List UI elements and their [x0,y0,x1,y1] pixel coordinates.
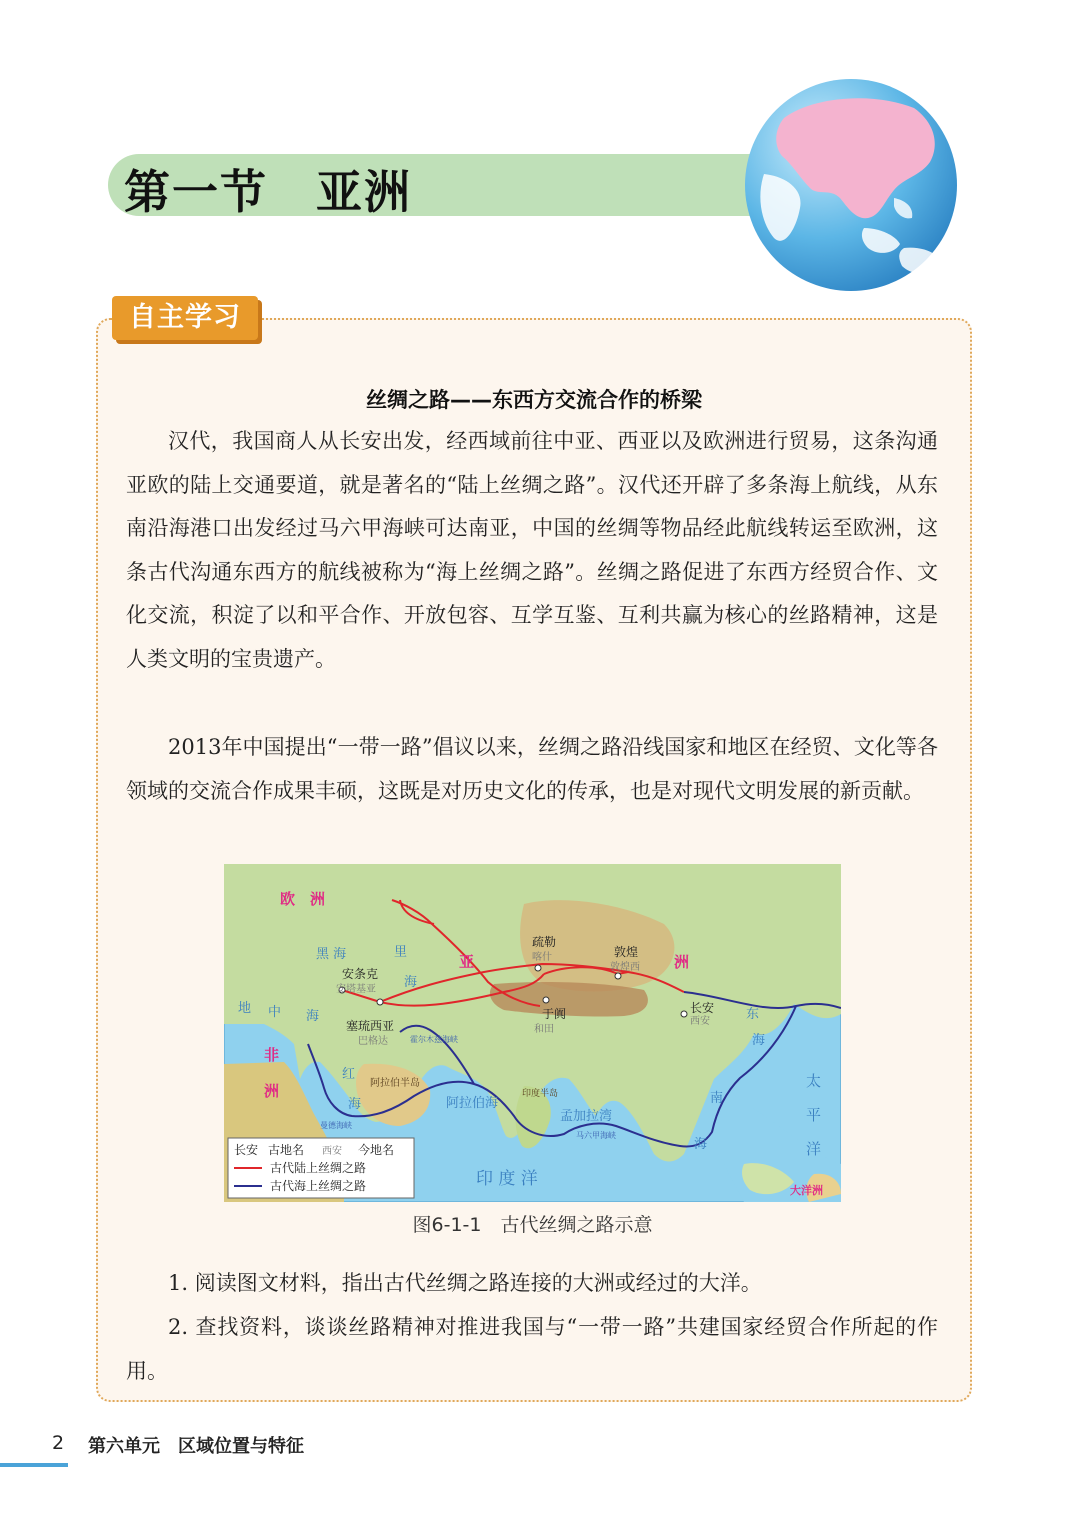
label-caspian-li: 里 [394,945,408,960]
label-pacific-tai: 太 [806,1072,822,1090]
label-pacific-yang: 洋 [806,1140,822,1158]
label-arabian-peninsula: 阿拉伯半岛 [370,1078,420,1089]
legend-land-route: 古代陆上丝绸之路 [270,1161,367,1175]
label-pacific-ping: 平 [806,1106,822,1124]
city-changan-now: 西安 [690,1016,710,1027]
label-indian-peninsula: 印度半岛 [522,1089,559,1099]
label-red-hai: 海 [348,1097,362,1112]
figure-caption: 图6-1-1 古代丝绸之路示意 [412,1214,653,1236]
city-shule-now: 喀什 [532,952,552,963]
city-changan: 长安 [690,1001,715,1015]
label-south-hai: 海 [694,1137,708,1152]
city-antioch-now: 安塔基亚 [336,984,376,995]
page-title: 第一节 亚洲 [124,165,412,219]
label-africa-fei: 非 [264,1046,280,1064]
label-indian-ocean: 印 度 洋 [476,1169,538,1189]
section-tag-label: 自主学习 [129,302,241,333]
label-arabian-sea: 阿拉伯海 [446,1096,499,1111]
city-seleucia: 塞琉西亚 [346,1019,395,1033]
city-yutian-now: 和田 [534,1024,554,1035]
legend-modern-label: 今地名 [358,1143,395,1157]
label-red-hong: 红 [342,1067,356,1082]
city-dunhuang-now: 敦煌西 [610,962,640,973]
label-med-zhong: 中 [268,1005,282,1020]
article-title: 丝绸之路——东西方交流合作的桥梁 [366,388,702,412]
city-seleucia-now: 巴格达 [358,1036,388,1047]
globe-asia-image [744,78,958,292]
legend-ancient-name: 长安 [234,1143,259,1157]
legend-ancient-label: 古地名 [268,1143,305,1157]
page-number: 2 [52,1432,65,1454]
article-paragraph-2: 2013年中国提出“一带一路”倡议以来，丝绸之路沿线国家和地区在经贸、文化等各领域的交流合作成果丰硕，这既是对历史文化的传承，也是对现代文明发展的新贡献。 [126,735,938,803]
label-south-nan: 南 [710,1091,724,1106]
legend-sea-route: 古代海上丝绸之路 [270,1179,367,1193]
question-2: 2. 查找资料，谈谈丝路精神对推进我国与“一带一路”共建国家经贸合作所起的作用。 [126,1315,938,1383]
section-tag [112,296,258,340]
label-med-hai: 海 [306,1009,320,1024]
label-east-dong: 东 [746,1007,760,1022]
article-paragraph-1: 汉代，我国商人从长安出发，经西域前往中亚、西亚以及欧洲进行贸易，这条沟通亚欧的陆上交通要道，就是著名的“陆上丝绸之路”。汉代还开辟了多条海上航线，从东南沿海港口出发经过马六甲海峡可达南亚，中国的丝绸等物品经此航线转运至欧洲，这条古代沟通东西方的航线被称为“海上丝绸之路”。丝绸之路促进了东西方经贸合作、文化交流，积淀了以和平合作、开放包容、互学互鉴、互利共赢为核心的丝路精神，这是人类文明的宝贵遗产。 [126,429,938,671]
city-antioch: 安条克 [342,967,379,981]
question-1: 1. 阅读图文材料，指出古代丝绸之路连接的大洲或经过的大洋。 [168,1271,762,1295]
label-asia-ya: 亚 [459,953,475,971]
map-legend [228,1138,414,1198]
label-europe: 欧 洲 [280,890,326,908]
city-shule: 疏勒 [532,935,557,949]
label-east-hai: 海 [752,1033,766,1048]
footer-accent-bar [0,1463,68,1467]
label-malacca: 马六甲海峡 [576,1131,616,1140]
label-asia-zhou: 洲 [674,953,690,971]
label-caspian-hai: 海 [404,975,418,990]
legend-modern-name: 西安 [322,1146,342,1157]
label-africa-zhou: 洲 [264,1082,280,1100]
silk-road-map [224,864,841,1202]
label-bab: 曼德海峡 [320,1121,352,1130]
city-dunhuang: 敦煌 [614,945,639,959]
label-med-di: 地 [238,1001,252,1016]
unit-title: 第六单元 区域位置与特征 [88,1436,304,1457]
label-bay-of-bengal: 孟加拉湾 [560,1109,613,1124]
label-black-sea: 黑 海 [316,947,347,962]
label-oceania: 大洋洲 [790,1184,823,1197]
label-hormuz: 霍尔木兹海峡 [410,1035,458,1044]
city-yutian: 于阗 [542,1007,567,1021]
